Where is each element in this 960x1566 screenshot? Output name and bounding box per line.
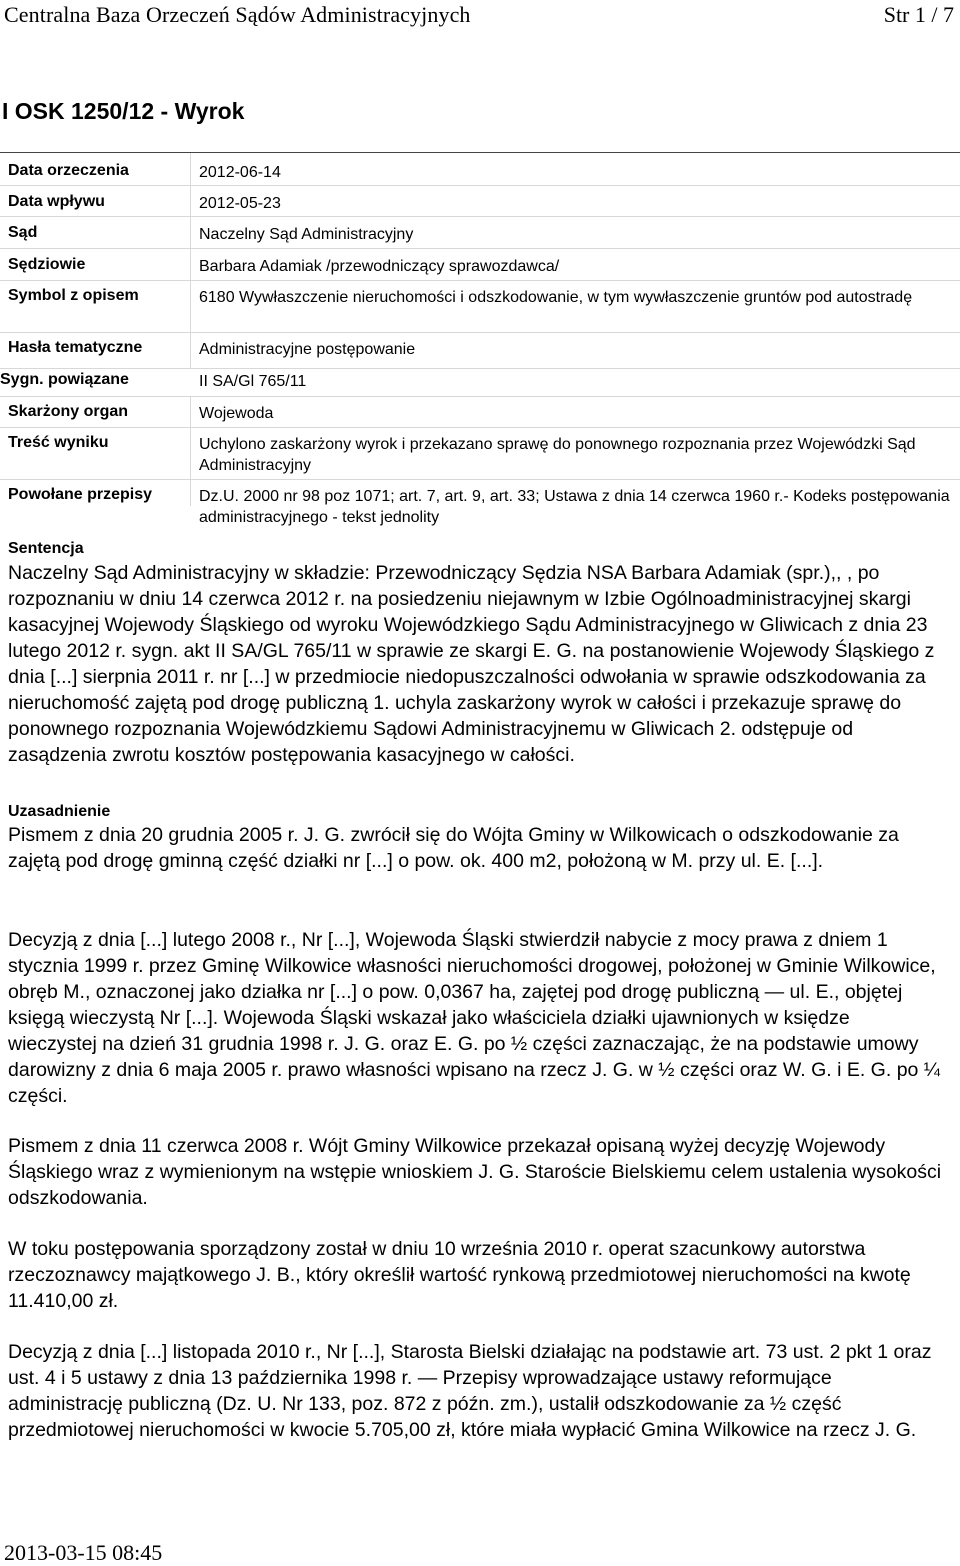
meta-label: Data wpływu — [8, 193, 105, 210]
row-divider — [0, 427, 960, 428]
row-divider — [0, 479, 960, 480]
meta-value: Wojewoda — [199, 405, 274, 422]
title-divider — [0, 152, 960, 153]
meta-value: 2012-05-23 — [199, 195, 281, 212]
print-timestamp: 2013-03-15 08:45 — [4, 1540, 163, 1565]
metadata-column-divider — [190, 396, 191, 506]
meta-label: Sąd — [8, 224, 38, 241]
uzasadnienie-paragraph: Pismem z dnia 11 czerwca 2008 r. Wójt Gminy Wilkowice przekazał opisaną wyżej decyzję Wojewody Śląskiego wraz z wymienionym na wstępie wnioskiem J. G. Staroście Bielskiemu celem ustalenia wysokości odszkodowania. — [8, 1135, 942, 1209]
meta-value: 6180 Wywłaszczenie nieruchomości i odszkodowanie, w tym wywłaszczenie gruntów pod autostradę — [199, 289, 913, 306]
meta-label: Skarżony organ — [8, 403, 129, 420]
meta-value: Administracyjne postępowanie — [199, 341, 416, 358]
meta-value: Uchylono zaskarżony wyrok i przekazano sprawę do ponownego rozpoznania przez Wojewódzki Sąd Administracyjny — [199, 436, 916, 474]
section-heading-sentencja: Sentencja — [8, 540, 84, 557]
meta-value: II SA/Gl 765/11 — [199, 373, 307, 390]
meta-label: Data orzeczenia — [8, 162, 129, 179]
sentencja-text: Naczelny Sąd Administracyjny w składzie: Przewodniczący Sędzia NSA Barbara Adamiak (spr.),, , po rozpoznaniu w dniu 14 czerwca 2012 r. na posiedzeniu niejawnym w Izbie Ogólnoadministracyjnej skargi kasacyjnej Wojewody Śląskiego od wyroku Wojewódzkiego Sądu Administracyjnego w Gliwicach z dnia 23 lutego 2012 r. sygn. akt II SA/GL 765/11 w sprawie ze skargi E. G. na postanowienie Wojewody Śląskiego z dnia [...] sierpnia 2011 r. nr [...] w przedmiocie niedopuszczalności odwołania w sprawie odszkodowania za nieruchomość zajętą pod drogę publiczną 1. uchyla zaskarżony wyrok w całości i przekazuje sprawę do ponownego rozpoznania Wojewódzkiemu Sądowi Administracyjnemu w Gliwicach 2. odstępuje od zasądzenia zwrotu kosztów postępowania kasacyjnego w całości. — [8, 562, 935, 766]
page-number: Str 1 / 7 — [883, 2, 954, 27]
row-divider — [0, 368, 960, 369]
meta-value: Barbara Adamiak /przewodniczący sprawozdawca/ — [199, 258, 560, 275]
meta-label: Symbol z opisem — [8, 287, 139, 304]
document-source: Centralna Baza Orzeczeń Sądów Administracyjnych — [4, 2, 471, 27]
row-divider — [0, 332, 960, 333]
page-title: I OSK 1250/12 - Wyrok — [2, 98, 245, 124]
meta-value: 2012-06-14 — [199, 164, 281, 181]
uzasadnienie-paragraph: W toku postępowania sporządzony został w dniu 10 września 2010 r. operat szacunkowy autorstwa rzeczoznawcy majątkowego J. B., który określił wartość rynkową przedmiotowej nieruchomości na kwotę 11.410,00 zł. — [8, 1238, 911, 1312]
uzasadnienie-paragraph: Decyzją z dnia [...] listopada 2010 r., Nr [...], Starosta Bielski działając na podstawie art. 73 ust. 2 pkt 1 oraz ust. 4 i 5 ustawy z dnia 13 października 1998 r. — Przepisy wprowadzające ustawy reformujące administrację publiczną (Dz. U. Nr 133, poz. 872 z późn. zm.), ustalił odszkodowanie za ½ część przedmiotowej nieruchomości w kwocie 5.705,00 zł, które miała wypłacić Gmina Wilkowice na rzecz J. G. — [8, 1341, 932, 1441]
row-divider — [0, 185, 960, 186]
section-heading-uzasadnienie: Uzasadnienie — [8, 803, 111, 820]
meta-label: Treść wyniku — [8, 434, 109, 451]
meta-label: Powołane przepisy — [8, 486, 153, 503]
row-divider — [0, 396, 960, 397]
meta-label: Sędziowie — [8, 256, 86, 273]
meta-label: Hasła tematyczne — [8, 339, 143, 356]
uzasadnienie-paragraph: Pismem z dnia 20 grudnia 2005 r. J. G. zwrócił się do Wójta Gminy w Wilkowicach o odszkodowanie za zajętą pod drogę gminną część działki nr [...] o pow. ok. 400 m2, położoną w M. przy ul. E. [...]. — [8, 824, 899, 872]
meta-value: Naczelny Sąd Administracyjny — [199, 226, 414, 243]
meta-value: Dz.U. 2000 nr 98 poz 1071; art. 7, art. 9, art. 33; Ustawa z dnia 14 czerwca 1960 r.- Kodeks postępowania administracyjnego - tekst jednolity — [199, 488, 950, 526]
meta-label: Sygn. powiązane — [0, 371, 129, 388]
row-divider — [0, 216, 960, 217]
uzasadnienie-paragraph: Decyzją z dnia [...] lutego 2008 r., Nr [...], Wojewoda Śląski stwierdził nabycie z mocy prawa z dniem 1 stycznia 1999 r. przez Gminę Wilkowice własności nieruchomości drogowej, położonej w Gminie Wilkowice, obręb M., oznaczonej jako działka nr [...] o pow. 0,0367 ha, zajętej pod drogę publiczną — ul. E., objętej księgą wieczystą Nr [...]. Wojewoda Śląski wskazał jako właściciela działki ujawnionych w księdze wieczystej na dzień 31 grudnia 1998 r. J. G. oraz E. G. po ½ części zaznaczając, że na podstawie umowy darowizny z dnia 6 maja 2005 r. prawo własności wpisano na rzecz J. G. w ½ części oraz W. G. i E. G. po ¼ części. — [8, 929, 941, 1107]
row-divider — [0, 248, 960, 249]
row-divider — [0, 280, 960, 281]
